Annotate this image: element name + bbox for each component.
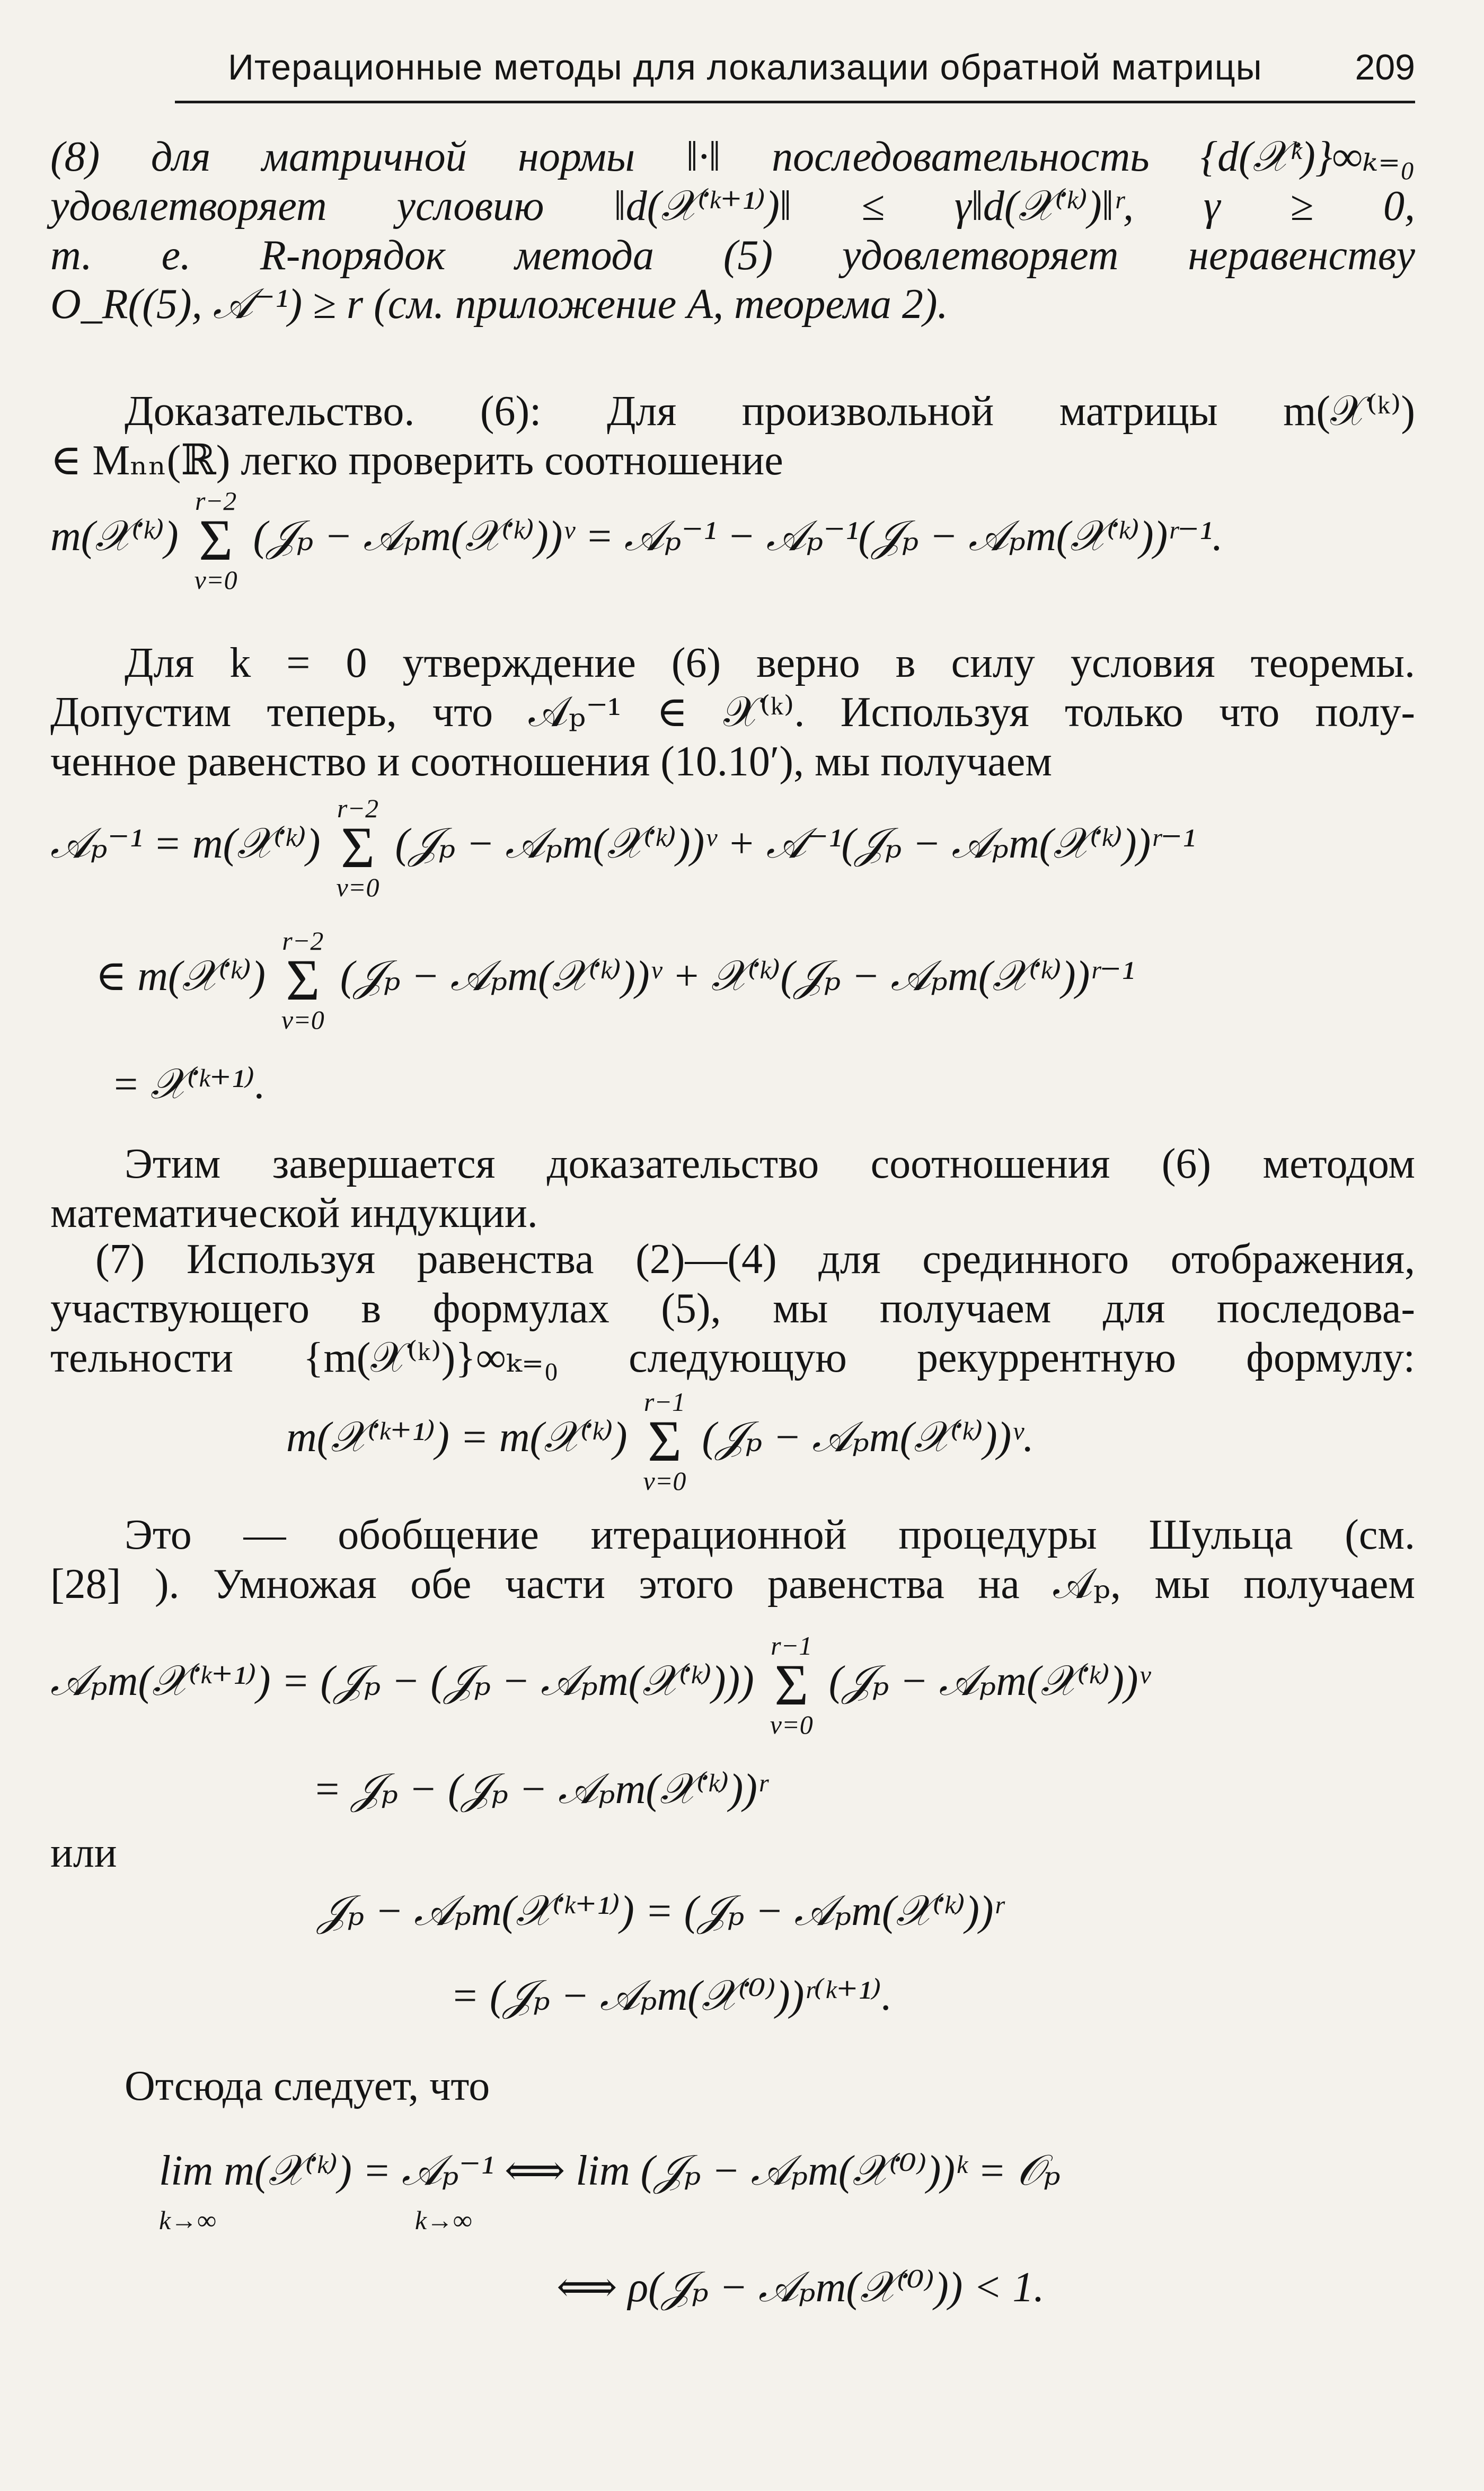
conclusion-intro: Отсюда следует, что [125, 2063, 490, 2109]
text-line: ∈ Mₙₙ(ℝ) легко проверить соотношение [50, 437, 783, 484]
sum-upper-limit: r−2 [282, 926, 324, 956]
proof-intro [50, 387, 1415, 485]
sum-symbol: Σ [286, 948, 320, 1012]
text-line: (8) для матричной нормы ‖·‖ последовательность {d(𝒳ᵏ)}∞ₖ₌₀ [50, 134, 1415, 180]
sum-upper-limit: r−2 [195, 486, 237, 516]
eq-lhs: m(𝒳⁽ᵏ⁺¹⁾) = m(𝒳⁽ᵏ⁾) [286, 1414, 628, 1461]
paragraph-schulz [50, 1510, 1415, 1609]
summation [195, 488, 237, 593]
sum-lower-limit: ν=0 [281, 1005, 324, 1035]
equation-multiplied-line-2: = 𝒥ₚ − (𝒥ₚ − 𝒜ₚm(𝒳⁽ᵏ⁾))ʳ [313, 1766, 767, 1813]
paragraph-base-case [50, 639, 1415, 786]
running-title: Итерационные методы для локализации обратной матрицы [228, 47, 1262, 87]
sum-lower-limit: ν=0 [194, 565, 237, 595]
theorem-continuation [50, 132, 1415, 329]
text-line: O_R((5), 𝒜⁻¹) ≥ r (см. приложение A, теорема 2). [50, 281, 948, 328]
equation-induction-line-3: = 𝒳⁽ᵏ⁺¹⁾. [111, 1061, 266, 1108]
text-line: т. е. R-порядок метода (5) удовлетворяет неравенству [50, 232, 1415, 279]
sum-symbol: Σ [199, 508, 233, 572]
equation-recurrence [286, 1389, 1034, 1494]
text-line: Это — обобщение итерационной процедуры Шульца (см. [125, 1512, 1415, 1558]
text-line: ченное равенство и соотношения (10.10′), мы получаем [50, 738, 1052, 785]
eq-rhs: (𝒥ₚ − 𝒜ₚm(𝒳⁽ᵏ⁾))ᵛ + 𝒳⁽ᵏ⁾(𝒥ₚ − 𝒜ₚm(𝒳⁽ᵏ⁾))ʳ⁻¹ [340, 952, 1135, 1000]
eq-rhs: (𝒥ₚ − 𝒜ₚm(𝒳⁽ᵏ⁾))ᵛ = 𝒜ₚ⁻¹ − 𝒜ₚ⁻¹(𝒥ₚ − 𝒜ₚm(𝒳⁽ᵏ⁾))ʳ⁻¹. [253, 513, 1223, 560]
paragraph-induction-end [50, 1140, 1415, 1238]
equation-multiplied [50, 1632, 1150, 1738]
text-line: удовлетворяет условию ‖d(𝒳⁽ᵏ⁺¹⁾)‖ ≤ γ‖d(𝒳⁽ᵏ⁾)‖ʳ, γ ≥ 0, [50, 182, 1415, 229]
paragraph-item-7 [50, 1235, 1415, 1382]
running-header [175, 42, 1415, 103]
equation-residual: 𝒥ₚ − 𝒜ₚm(𝒳⁽ᵏ⁺¹⁾) = (𝒥ₚ − 𝒜ₚm(𝒳⁽ᵏ⁾))ʳ [318, 1888, 1003, 1934]
sum-lower-limit: ν=0 [336, 872, 379, 902]
sum-symbol: Σ [774, 1653, 809, 1717]
eq-lhs: ∈ m(𝒳⁽ᵏ⁾) [95, 952, 266, 1000]
equation-spectral-radius: ⟺ ρ(𝒥ₚ − 𝒜ₚm(𝒳⁽⁰⁾)) < 1. [556, 2264, 1045, 2311]
sum-symbol: Σ [340, 815, 375, 880]
text-line: тельности {m(𝒳⁽ᵏ⁾)}∞ₖ₌₀ следующую рекуррентную формулу: [50, 1334, 1415, 1381]
summation [643, 1389, 686, 1494]
text-line: участвующего в формулах (5), мы получаем для последова- [50, 1285, 1415, 1332]
sum-upper-limit: r−2 [337, 793, 379, 823]
text-line: [28] ). Умножая обе части этого равенства на 𝒜ₚ, мы получаем [50, 1560, 1415, 1607]
summation [337, 795, 379, 900]
equation-induction-line-2 [95, 928, 1134, 1033]
equation-induction-line-1 [50, 795, 1195, 900]
equation-residual-line-2: = (𝒥ₚ − 𝒜ₚm(𝒳⁽⁰⁾))ʳ⁽ᵏ⁺¹⁾. [450, 1973, 893, 2019]
page-number: 209 [1355, 47, 1415, 87]
connector-word: или [50, 1830, 117, 1876]
eq-lhs: 𝒜ₚm(𝒳⁽ᵏ⁺¹⁾) = (𝒥ₚ − (𝒥ₚ − 𝒜ₚm(𝒳⁽ᵏ⁾))) [50, 1657, 754, 1704]
equation-identity [50, 488, 1223, 593]
summation [281, 928, 324, 1033]
sum-symbol: Σ [647, 1409, 682, 1473]
text-line: математической индукции. [50, 1189, 538, 1236]
eq-lhs: 𝒜ₚ⁻¹ = m(𝒳⁽ᵏ⁾) [50, 820, 321, 867]
equation-limit-subscripts: k→∞ k→∞ [159, 2205, 472, 2235]
summation [770, 1632, 813, 1738]
text-line: Доказательство. (6): Для произвольной матрицы m(𝒳⁽ᵏ⁾) [125, 388, 1415, 435]
text-line: Для k = 0 утверждение (6) верно в силу условия теоремы. [125, 640, 1415, 686]
sum-upper-limit: r−1 [643, 1387, 686, 1417]
sum-lower-limit: ν=0 [643, 1466, 686, 1496]
sum-upper-limit: r−1 [771, 1631, 812, 1660]
eq-rhs: (𝒥ₚ − 𝒜ₚm(𝒳⁽ᵏ⁾))ᵛ. [702, 1414, 1034, 1461]
sum-lower-limit: ν=0 [770, 1710, 813, 1739]
eq-rhs: (𝒥ₚ − 𝒜ₚm(𝒳⁽ᵏ⁾))ᵛ + 𝒜⁻¹(𝒥ₚ − 𝒜ₚm(𝒳⁽ᵏ⁾))ʳ⁻¹ [395, 820, 1196, 867]
equation-limit: lim m(𝒳⁽ᵏ⁾) = 𝒜ₚ⁻¹ ⟺ lim (𝒥ₚ − 𝒜ₚm(𝒳⁽⁰⁾))ᵏ = 𝒪ₚ [159, 2148, 1061, 2194]
text-line: Допустим теперь, что 𝒜ₚ⁻¹ ∈ 𝒳⁽ᵏ⁾. Используя только что полу- [50, 688, 1415, 736]
text-line: Этим завершается доказательство соотношения (6) методом [125, 1141, 1415, 1187]
eq-rhs: (𝒥ₚ − 𝒜ₚm(𝒳⁽ᵏ⁾))ᵛ [828, 1657, 1150, 1704]
eq-lhs: m(𝒳⁽ᵏ⁾) [50, 513, 179, 560]
text-line: (7) Используя равенства (2)—(4) для срединного отображения, [95, 1236, 1415, 1283]
